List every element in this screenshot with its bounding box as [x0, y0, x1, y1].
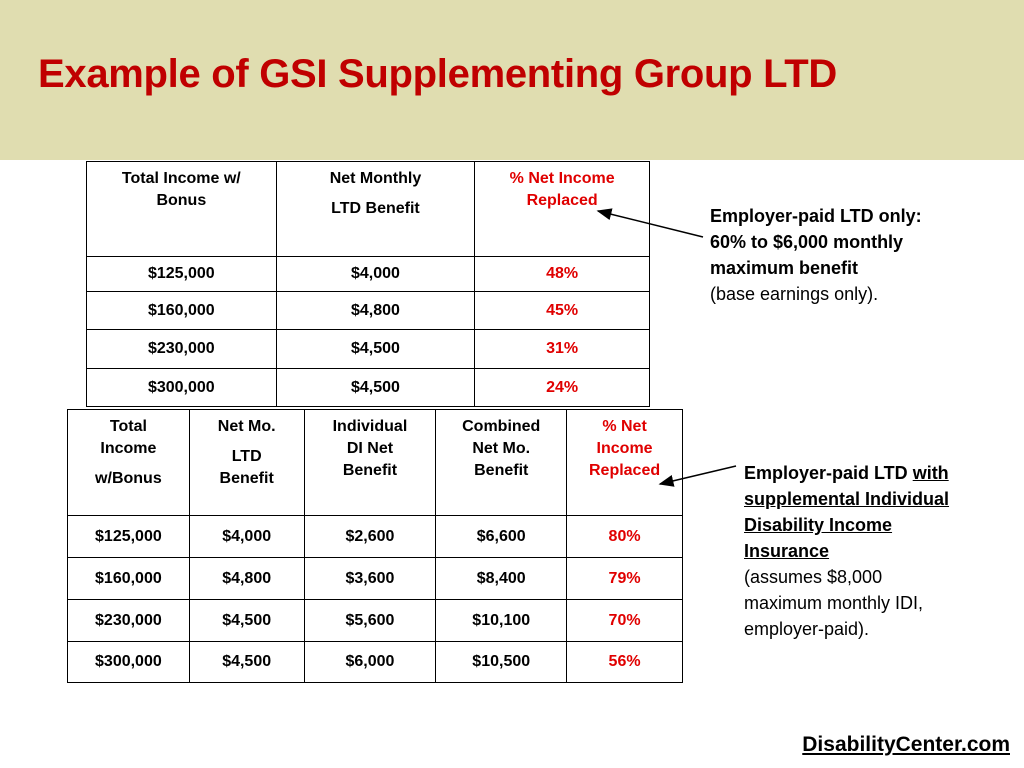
income-cell: $300,000: [87, 369, 277, 407]
income-cell: $300,000: [68, 642, 190, 683]
combined-cell: $6,600: [436, 516, 567, 558]
income-cell: $125,000: [87, 257, 277, 292]
page-title: Example of GSI Supplementing Group LTD: [38, 52, 838, 96]
income-cell: $160,000: [87, 292, 277, 330]
di-benefit-cell: $3,600: [304, 558, 436, 600]
arrow-to-table1: [598, 211, 703, 237]
arrow-to-table2: [660, 466, 736, 484]
percent-cell: 80%: [567, 516, 683, 558]
header-net-mo-ltd: Net Mo. LTD Benefit: [189, 410, 304, 516]
income-cell: $230,000: [68, 600, 190, 642]
ltd-benefit-cell: $4,500: [189, 600, 304, 642]
income-cell: $125,000: [68, 516, 190, 558]
percent-cell: 48%: [475, 257, 650, 292]
footer-link[interactable]: DisabilityCenter.com: [802, 733, 1010, 756]
percent-cell: 31%: [475, 330, 650, 369]
combined-cell: $8,400: [436, 558, 567, 600]
ltd-benefit-cell: $4,000: [276, 257, 475, 292]
ltd-benefit-cell: $4,500: [276, 330, 475, 369]
percent-cell: 24%: [475, 369, 650, 407]
header-combined-net: Combined Net Mo. Benefit: [436, 410, 567, 516]
header-net-monthly: Net Monthly LTD Benefit: [276, 162, 475, 257]
di-benefit-cell: $5,600: [304, 600, 436, 642]
ltd-only-note: Employer-paid LTD only: 60% to $6,000 monthly maximum benefit (base earnings only).: [710, 206, 922, 304]
percent-cell: 56%: [567, 642, 683, 683]
combined-cell: $10,500: [436, 642, 567, 683]
ltd-benefit-cell: $4,500: [189, 642, 304, 683]
header-total-income: Total Income w/ Bonus: [87, 162, 277, 257]
di-benefit-cell: $6,000: [304, 642, 436, 683]
ltd-benefit-cell: $4,500: [276, 369, 475, 407]
ltd-benefit-cell: $4,000: [189, 516, 304, 558]
supplemental-note: Employer-paid LTD with supplemental Individual Disability Income Insurance (assumes $8,000 maximum monthly IDI, employer-paid).: [744, 463, 950, 639]
di-benefit-cell: $2,600: [304, 516, 436, 558]
income-cell: $230,000: [87, 330, 277, 369]
combined-cell: $10,100: [436, 600, 567, 642]
percent-cell: 45%: [475, 292, 650, 330]
header-total-income: Total Income w/Bonus: [68, 410, 190, 516]
percent-cell: 79%: [567, 558, 683, 600]
header-individual-di: Individual DI Net Benefit: [304, 410, 436, 516]
percent-cell: 70%: [567, 600, 683, 642]
header-net-income-replaced: % Net Income Replaced: [475, 162, 650, 257]
header-net-income-replaced: % Net Income Replaced: [567, 410, 683, 516]
ltd-benefit-cell: $4,800: [189, 558, 304, 600]
income-cell: $160,000: [68, 558, 190, 600]
ltd-benefit-cell: $4,800: [276, 292, 475, 330]
